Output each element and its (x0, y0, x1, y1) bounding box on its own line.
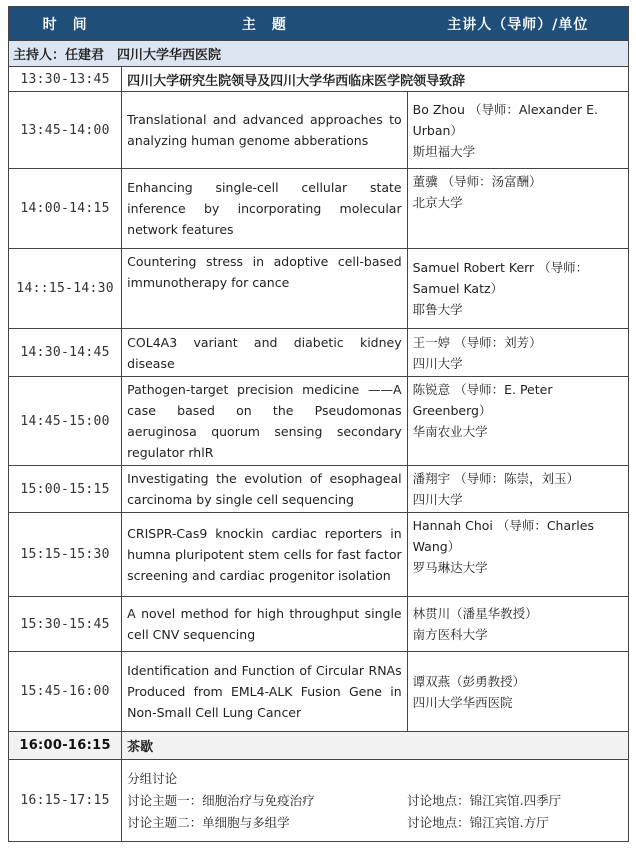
row-topic: Identification and Function of Circular RNAs Produced from EML4-ALK Fusion Gene in Non-Small Cell Lung Cancer (122, 652, 407, 732)
table-header-row (9, 7, 629, 41)
row-time: 14:30-14:45 (9, 329, 122, 377)
row-unit: 南方医科大学 (412, 627, 488, 642)
row-time: 15:45-16:00 (9, 652, 122, 732)
row-speaker: 陈锐意 （导师：E. Peter Greenberg） (412, 382, 553, 418)
row-speaker: 潘翔宇 （导师：陈崇，刘玉） (412, 471, 580, 486)
row-unit: 华南农业大学 (412, 424, 488, 439)
row-speaker-cell (407, 92, 628, 169)
row-topic: Countering stress in adoptive cell-based immunotherapy for cance (122, 249, 407, 329)
table-row (9, 597, 629, 652)
discussion-time: 16:15-17:15 (9, 760, 122, 842)
row-topic: Investigating the evolution of esophageal carcinoma by single cell sequencing (122, 466, 407, 513)
tea-break-row (9, 732, 629, 760)
row-speaker: Hannah Choi （导师：Charles Wang） (412, 518, 594, 554)
table-row (9, 513, 629, 597)
row-speaker: 谭双燕（彭勇教授） (412, 673, 526, 689)
discussion-topic-2: 讨论主题二：单细胞与多组学 (127, 814, 290, 830)
discussion-title: 分组讨论 (127, 770, 178, 786)
discussion-cell (122, 760, 629, 842)
row-time: 14:00-14:15 (9, 169, 122, 249)
row-unit: 四川大学 (412, 492, 463, 507)
row-speaker-cell (407, 377, 628, 466)
table-row (9, 67, 629, 92)
table-row (9, 466, 629, 513)
row-time: 15:00-15:15 (9, 466, 122, 513)
row-speaker: 王一婷 （导师：刘芳） (412, 334, 542, 350)
row-time: 14:45-15:00 (9, 377, 122, 466)
row-unit: 斯坦福大学 (412, 143, 476, 159)
row-speaker-cell (407, 513, 628, 597)
row-topic: 四川大学研究生院领导及四川大学华西临床医学院领导致辞 (122, 67, 629, 92)
table-row (9, 329, 629, 377)
row-topic: COL4A3 variant and diabetic kidney disease (122, 329, 407, 377)
row-topic: A novel method for high throughput single cell CNV sequencing (122, 597, 407, 652)
header-speaker: 主讲人（导师）/单位 (407, 7, 628, 41)
row-speaker: Samuel Robert Kerr （导师：Samuel Katz） (412, 260, 589, 296)
row-speaker: 林贯川（潘星华教授） (412, 606, 538, 621)
table-row (9, 92, 629, 169)
row-topic: Pathogen-target precision medicine ——A case based on the Pseudomonas aeruginosa quorum sensing secondary regulator rhlR (122, 377, 407, 466)
table-row (9, 169, 629, 249)
discussion-place-2: 讨论地点：锦江宾馆.方厅 (407, 814, 549, 830)
row-topic: CRISPR-Cas9 knockin cardiac reporters in humna pluripotent stem cells for fast factor screening and cardiac progenitor isolation (122, 513, 407, 597)
row-time: 13:45-14:00 (9, 92, 122, 169)
row-speaker: 董骥 （导师：汤富酬） (412, 174, 542, 189)
tea-label: 茶歇 (122, 732, 629, 760)
tea-time: 16:00-16:15 (9, 732, 122, 760)
row-time: 15:15-15:30 (9, 513, 122, 597)
row-speaker: Bo Zhou （导师：Alexander E. Urban） (412, 101, 598, 138)
row-speaker-cell (407, 329, 628, 377)
row-unit: 北京大学 (412, 195, 463, 210)
header-time: 时 间 (9, 7, 122, 41)
schedule-table (8, 6, 629, 842)
discussion-row (9, 760, 629, 842)
discussion-place-1: 讨论地点：锦江宾馆.四季厅 (407, 792, 562, 808)
row-time: 15:30-15:45 (9, 597, 122, 652)
host-row (9, 41, 629, 67)
row-time: 14::15-14:30 (9, 249, 122, 329)
row-topic: Translational and advanced approaches to analyzing human genome abberations (122, 92, 407, 169)
row-speaker-cell (407, 169, 628, 249)
row-unit: 四川大学 (412, 355, 463, 371)
row-speaker-cell (407, 597, 628, 652)
row-topic: Enhancing single-cell cellular state inference by incorporating molecular network features (122, 169, 407, 249)
host-label: 主持人：任建君 四川大学华西医院 (9, 41, 629, 67)
header-topic: 主 题 (122, 7, 407, 41)
row-unit: 四川大学华西医院 (412, 694, 513, 710)
row-speaker-cell (407, 652, 628, 732)
row-speaker-cell (407, 249, 628, 329)
row-time: 13:30-13:45 (9, 67, 122, 92)
discussion-topic-1: 讨论主题一：细胞治疗与免疫治疗 (127, 792, 315, 808)
row-speaker-cell (407, 466, 628, 513)
table-row (9, 652, 629, 732)
row-unit: 罗马琳达大学 (412, 560, 488, 575)
table-row (9, 249, 629, 329)
table-row (9, 377, 629, 466)
row-unit: 耶鲁大学 (412, 302, 463, 317)
